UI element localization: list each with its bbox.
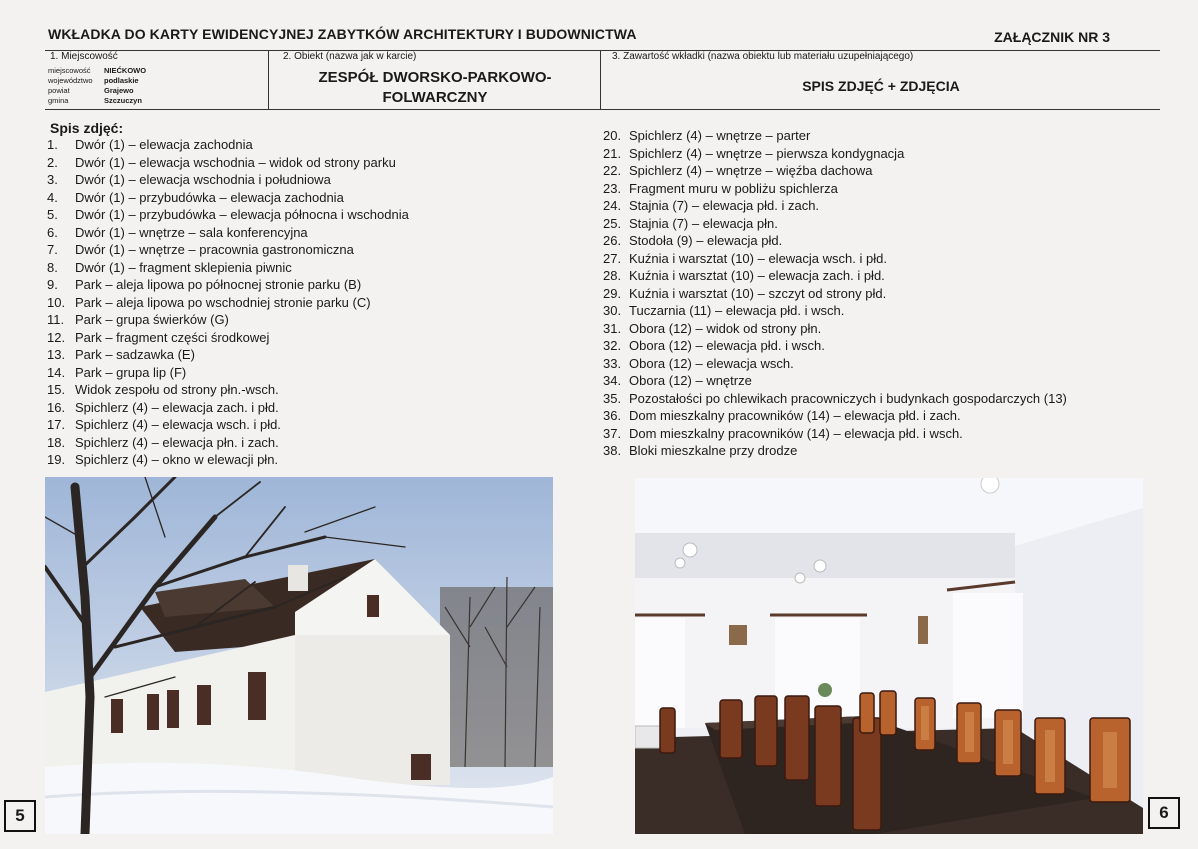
photo-list-text: Park – grupa lip (F) [75, 364, 187, 380]
photo-list-item [47, 276, 409, 294]
page-number-left: 5 [4, 800, 36, 832]
photo-list-item [603, 162, 1067, 180]
photo-list-number: 30. [603, 303, 622, 318]
locality-value: Grajewo [104, 86, 134, 95]
photo-list-number: 3. [47, 172, 58, 187]
photo-list-number: 5. [47, 207, 58, 222]
photo-list-right [603, 127, 1067, 460]
photo-list-item [603, 442, 1067, 460]
photo-list-item [603, 197, 1067, 215]
photo-list-text: Spichlerz (4) – elewacja wsch. i płd. [75, 417, 281, 432]
locality-row [48, 66, 146, 76]
photo-list-text: Bloki mieszkalne przy drodze [629, 443, 798, 458]
photo-list-item [47, 241, 409, 259]
photo-list-text: Obora (12) – elewacja wsch. [629, 355, 794, 371]
photo-list-item [603, 180, 1067, 198]
photo-list-number: 8. [47, 259, 58, 275]
photo-list-number: 12. [47, 329, 66, 345]
photo-list-text: Park – grupa świerków (G) [75, 312, 229, 327]
contents-value: SPIS ZDJĘĆ + ZDJĘCIA [802, 78, 960, 94]
photo-list-text: Kuźnia i warsztat (10) – szczyt od strony płd. [629, 285, 887, 301]
photo-list-text: Obora (12) – widok od strony płn. [629, 320, 822, 336]
photo-list-text: Spichlerz (4) – wnętrze – parter [629, 128, 811, 143]
photo-list-item [47, 416, 409, 434]
locality-value: NIEĆKOWO [104, 66, 147, 75]
object-name [270, 68, 600, 108]
photo-list-number: 29. [603, 285, 622, 301]
photo-list-number: 31. [603, 320, 622, 336]
photo-list-item [603, 267, 1067, 285]
photo-list-number: 22. [603, 163, 622, 178]
photo-list-text: Spichlerz (4) – elewacja zach. i płd. [75, 399, 279, 415]
photo-list-text: Stajnia (7) – elewacja płn. [629, 215, 778, 231]
photo-list-number: 23. [603, 180, 622, 196]
photo-list-item [603, 285, 1067, 303]
photo-list-text: Park – fragment części środkowej [75, 329, 270, 345]
photo-list-item [47, 136, 409, 154]
photo-list-item [603, 302, 1067, 320]
photo-list-number: 25. [603, 215, 622, 231]
photo-list-item [603, 337, 1067, 355]
table-bottom-rule [45, 109, 1160, 110]
photo-list-item [603, 145, 1067, 163]
photo-list-number: 37. [603, 425, 622, 441]
photo-list-item [47, 399, 409, 417]
photo-list-item [603, 250, 1067, 268]
locality-value: Szczuczyn [104, 96, 142, 105]
column-divider-1 [268, 50, 269, 109]
photo-list-text: Dwór (1) – wnętrze – pracownia gastronomiczna [75, 242, 354, 257]
locality-value: podlaskie [104, 76, 139, 85]
photo-list-item [47, 434, 409, 452]
contents-label: 3. Zawartość wkładki (nazwa obiektu lub materiału uzupełniającego) [612, 51, 914, 62]
photo-list-text: Dom mieszkalny pracowników (14) – elewacja płd. i zach. [629, 408, 961, 423]
photo-list-text: Park – aleja lipowa po wschodniej stronie parku (C) [75, 294, 371, 310]
photo-list-item [603, 320, 1067, 338]
photo-list-item [47, 189, 409, 207]
photo-list-number: 16. [47, 399, 66, 415]
photo-list-item [603, 127, 1067, 145]
photo-list-text: Obora (12) – elewacja płd. i wsch. [629, 338, 825, 353]
photo-list-text: Dwór (1) – przybudówka – elewacja północna i wschodnia [75, 207, 409, 222]
object-label: 2. Obiekt (nazwa jak w karcie) [283, 51, 417, 62]
photo-list-number: 21. [603, 145, 622, 161]
photo-list-text: Park – sadzawka (E) [75, 347, 195, 362]
photo-list-item [603, 355, 1067, 373]
photo-list-text: Park – aleja lipowa po północnej stronie parku (B) [75, 277, 362, 292]
photo-list-text: Spichlerz (4) – okno w elewacji płn. [75, 452, 279, 467]
photo-list-number: 28. [603, 268, 622, 283]
photo-list-number: 9. [47, 277, 58, 292]
photo-list-text: Spichlerz (4) – elewacja płn. i zach. [75, 434, 279, 450]
photo-list-item [603, 407, 1067, 425]
photo-list-number: 14. [47, 364, 66, 380]
page-title: WKŁADKA DO KARTY EWIDENCYJNEJ ZABYTKÓW ARCHITEKTURY I BUDOWNICTWA [48, 26, 637, 42]
photo-list-item [47, 311, 409, 329]
photo-list-number: 26. [603, 233, 622, 248]
photo-list-number: 13. [47, 347, 66, 362]
photo-list-number: 6. [47, 224, 58, 240]
photo-list-item [47, 364, 409, 382]
photo-list-item [603, 372, 1067, 390]
annex-label: ZAŁĄCZNIK NR 3 [994, 29, 1110, 45]
photo-list-text: Dwór (1) – elewacja wschodnia i południowa [75, 172, 331, 187]
photo-list-item [47, 329, 409, 347]
locality-key: gmina [48, 96, 69, 105]
photo-list-number: 27. [603, 250, 622, 266]
photo-list-number: 20. [603, 128, 622, 143]
photo-list-number: 32. [603, 338, 622, 353]
photo-list-number: 35. [603, 390, 622, 406]
photo-list-text: Tuczarnia (11) – elewacja płd. i wsch. [629, 303, 845, 318]
photo-list-item [603, 232, 1067, 250]
photo-list-item [47, 224, 409, 242]
photo-list-text: Pozostałości po chlewikach pracowniczych i budynkach gospodarczych (13) [629, 390, 1067, 406]
photo-list-text: Fragment muru w pobliżu spichlerza [629, 180, 838, 196]
photo-list-number: 38. [603, 443, 622, 458]
photo-list-number: 10. [47, 294, 66, 310]
photo-list-text: Dwór (1) – fragment sklepienia piwnic [75, 259, 292, 275]
photo-list-item [603, 425, 1067, 443]
conference-room-illustration [635, 478, 1143, 834]
locality-row [48, 76, 146, 86]
photo-list-number: 11. [47, 312, 65, 327]
photo-list-text: Dom mieszkalny pracowników (14) – elewacja płd. i wsch. [629, 425, 963, 441]
photo-list-heading: Spis zdjęć: [50, 120, 124, 136]
photo-list-left [47, 136, 409, 469]
photo-manor-exterior [45, 477, 553, 834]
photo-list-number: 2. [47, 154, 58, 170]
photo-list-number: 33. [603, 355, 622, 371]
photo-list-item [47, 381, 409, 399]
photo-list-item [603, 390, 1067, 408]
locality-table [48, 66, 146, 106]
photo-list-item [47, 294, 409, 312]
photo-list-item [47, 346, 409, 364]
photo-list-text: Stodoła (9) – elewacja płd. [629, 233, 783, 248]
photo-list-text: Kuźnia i warsztat (10) – elewacja zach. i płd. [629, 268, 885, 283]
photo-list-number: 24. [603, 198, 622, 213]
locality-label: 1. Miejscowość [50, 51, 118, 62]
locality-row [48, 86, 146, 96]
photo-list-text: Dwór (1) – elewacja wschodnia – widok od strony parku [75, 154, 396, 170]
photo-list-number: 34. [603, 373, 622, 388]
locality-key: miejscowość [48, 66, 91, 75]
page-number-right: 6 [1148, 797, 1180, 829]
photo-list-text: Spichlerz (4) – wnętrze – pierwsza kondygnacja [629, 145, 905, 161]
locality-key: powiat [48, 86, 70, 95]
photo-list-number: 17. [47, 417, 66, 432]
photo-list-text: Obora (12) – wnętrze [629, 373, 752, 388]
photo-list-number: 7. [47, 242, 58, 257]
photo-list-text: Kuźnia i warsztat (10) – elewacja wsch. i płd. [629, 250, 887, 266]
photo-list-number: 15. [47, 382, 66, 397]
object-name-line: FOLWARCZNY [382, 89, 488, 106]
photo-list-text: Spichlerz (4) – wnętrze – więźba dachowa [629, 163, 873, 178]
manor-exterior-illustration [45, 477, 553, 834]
photo-list-item [47, 206, 409, 224]
photo-conference-room [635, 478, 1143, 834]
photo-list-text: Dwór (1) – elewacja zachodnia [75, 137, 253, 152]
photo-list-text: Dwór (1) – przybudówka – elewacja zachodnia [75, 189, 344, 205]
photo-list-number: 36. [603, 408, 622, 423]
header-rule [45, 50, 1160, 51]
photo-list-text: Stajnia (7) – elewacja płd. i zach. [629, 198, 820, 213]
photo-list-text: Dwór (1) – wnętrze – sala konferencyjna [75, 224, 308, 240]
object-name-line: ZESPÓŁ DWORSKO-PARKOWO- [318, 69, 552, 86]
photo-list-item [603, 215, 1067, 233]
photo-list-number: 4. [47, 189, 58, 205]
photo-list-item [47, 154, 409, 172]
column-divider-2 [600, 50, 601, 109]
photo-list-number: 19. [47, 452, 66, 467]
locality-key: województwo [48, 76, 93, 85]
locality-row [48, 96, 146, 106]
photo-list-item [47, 259, 409, 277]
photo-list-number: 1. [47, 137, 58, 152]
photo-list-item [47, 451, 409, 469]
photo-list-item [47, 171, 409, 189]
photo-list-number: 18. [47, 434, 66, 450]
photo-list-text: Widok zespołu od strony płn.-wsch. [75, 382, 279, 397]
